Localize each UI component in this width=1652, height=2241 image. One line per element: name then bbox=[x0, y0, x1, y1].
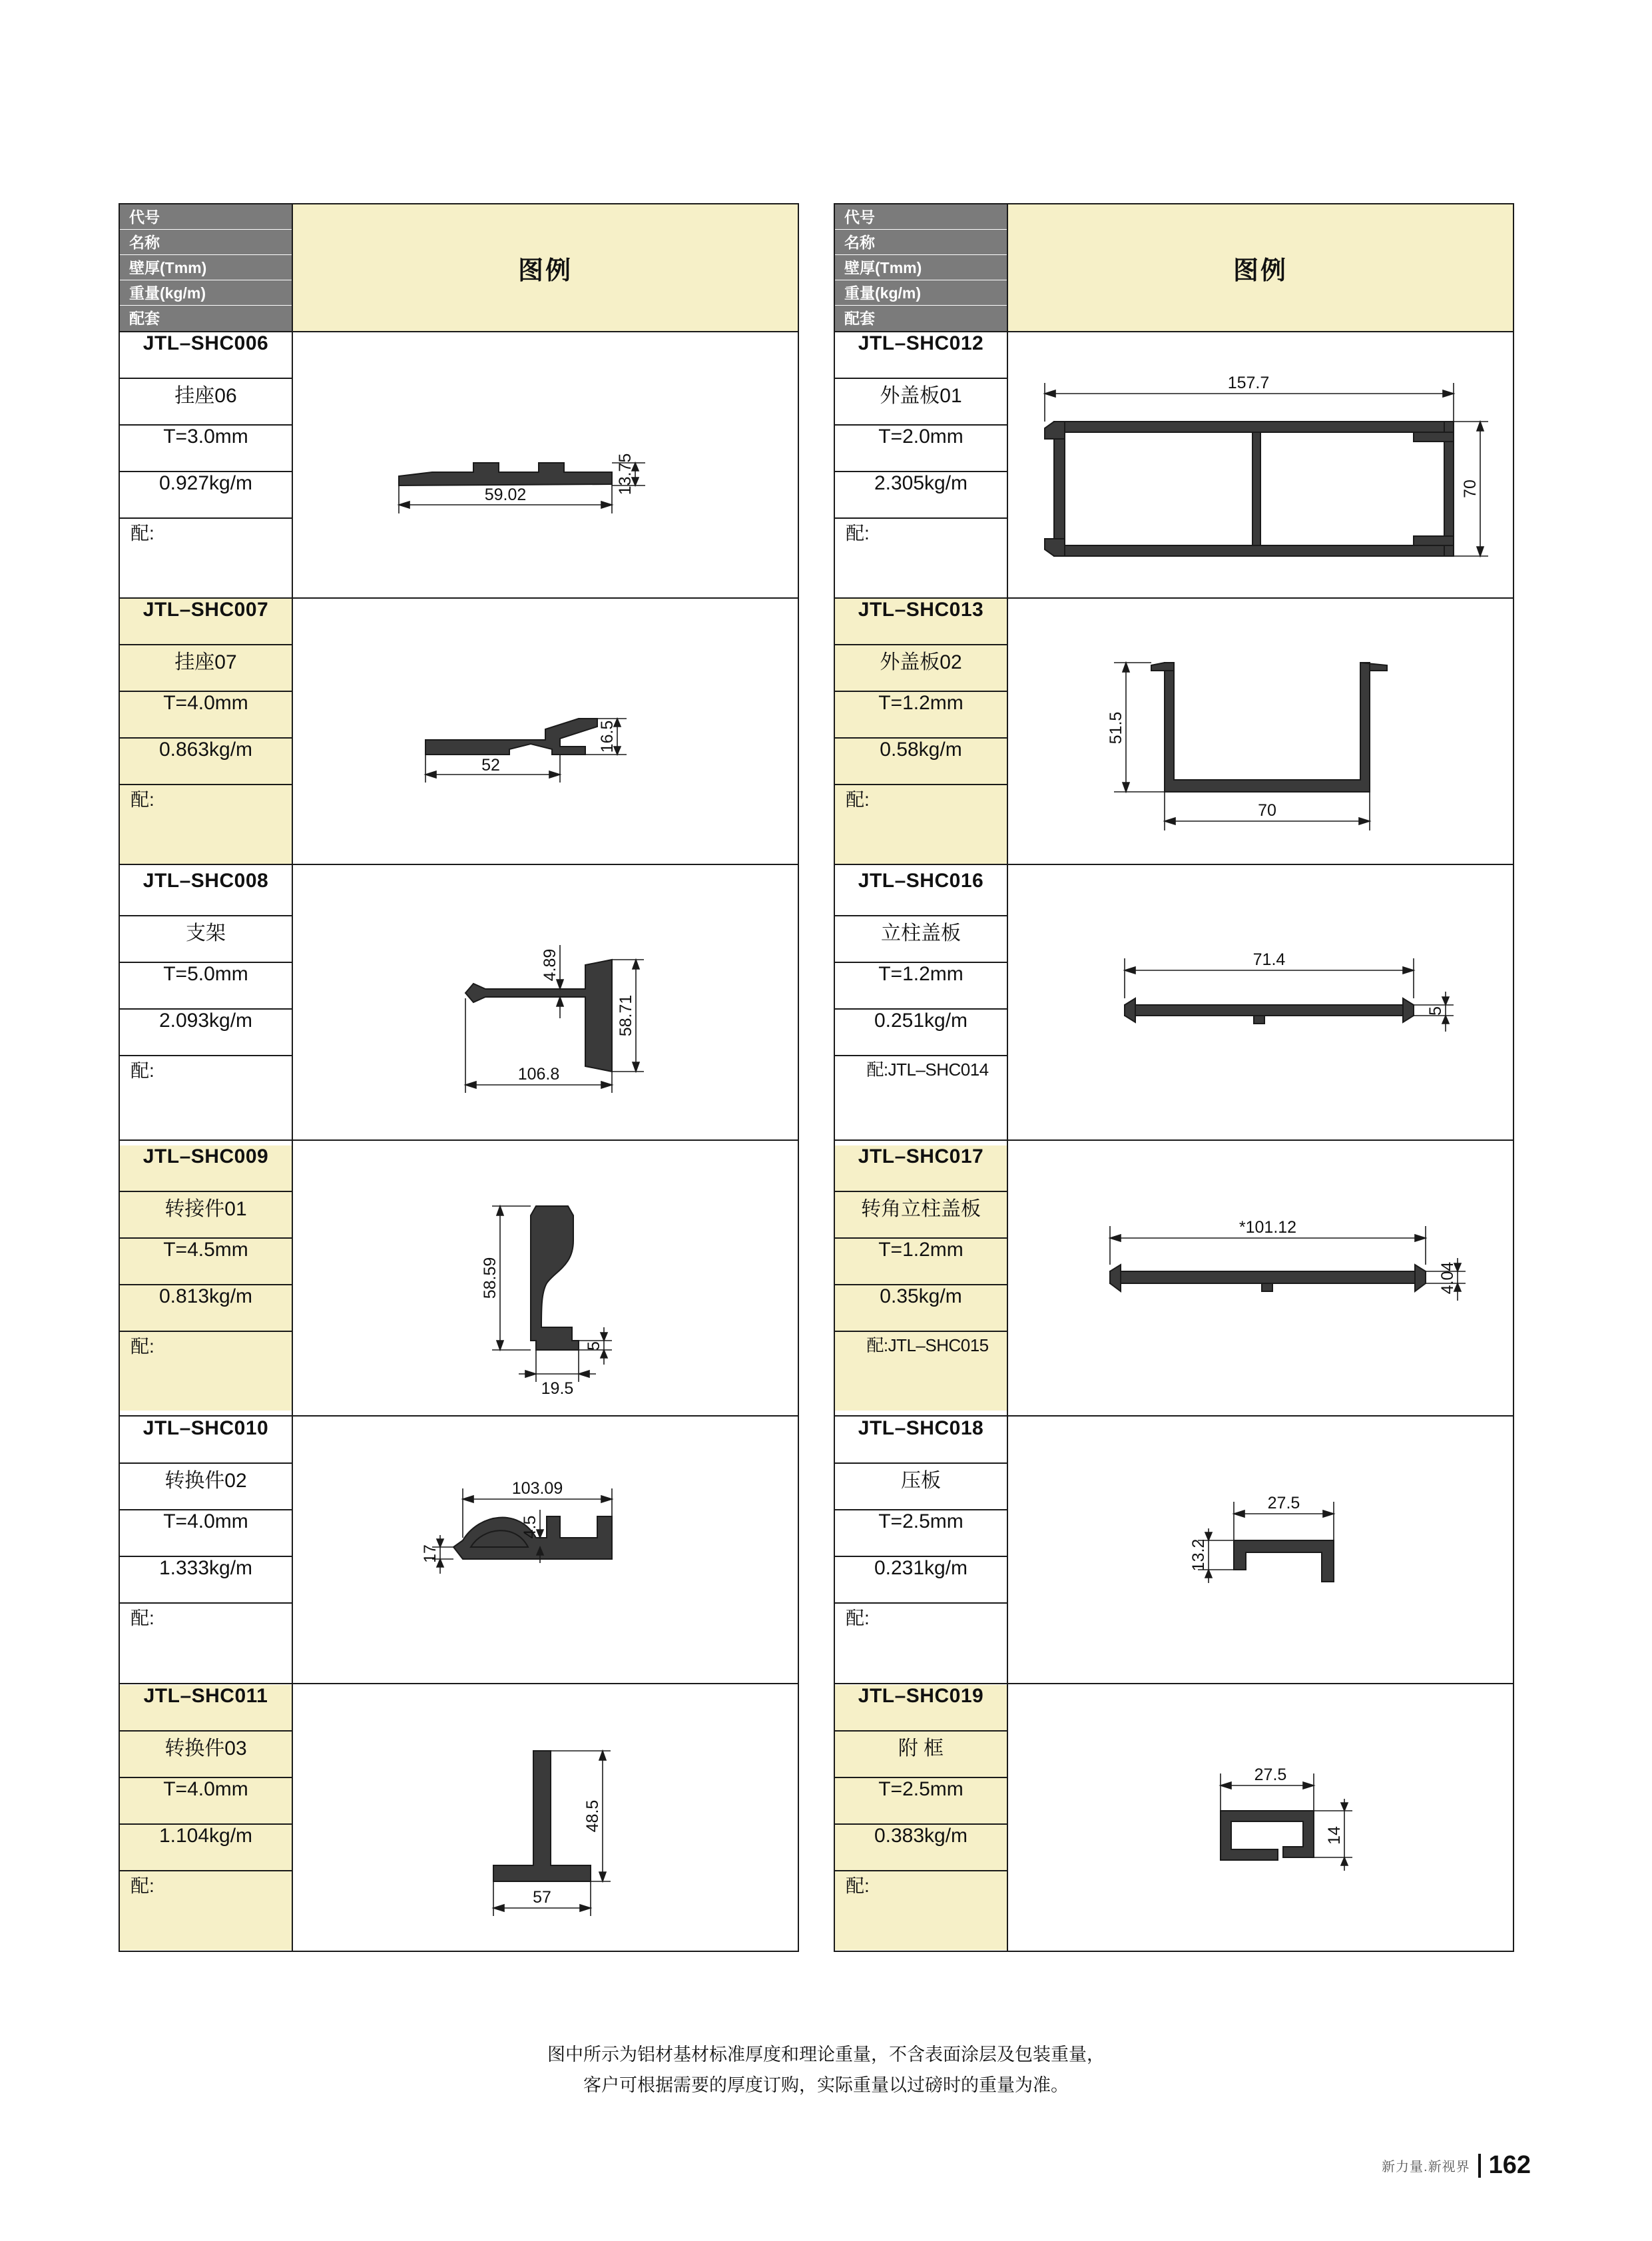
table-row bbox=[119, 1416, 798, 1684]
profile-match: 配: bbox=[120, 519, 302, 597]
header-label-match: 配套 bbox=[120, 306, 292, 331]
table-row bbox=[119, 1684, 798, 1951]
dim-label: 106.8 bbox=[517, 1065, 560, 1084]
dim-label: 70 bbox=[1461, 480, 1480, 498]
profile-weight: 1.104kg/m bbox=[120, 1825, 292, 1871]
header-label-weight: 重量(kg/m) bbox=[120, 280, 292, 306]
dim-label: 51.5 bbox=[1107, 711, 1125, 745]
table-row bbox=[119, 1140, 798, 1416]
table-row bbox=[834, 864, 1514, 1140]
profile-name: 挂座06 bbox=[120, 379, 292, 426]
profile-thickness: T=5.0mm bbox=[120, 963, 292, 1010]
profile-match: 配: bbox=[835, 1871, 1017, 1950]
table-row bbox=[834, 332, 1514, 598]
table-row bbox=[119, 598, 798, 864]
profile-code: JTL–SHC012 bbox=[835, 332, 1007, 379]
profile-thickness: T=2.5mm bbox=[835, 1510, 1007, 1557]
dim-label: 13.75 bbox=[616, 453, 635, 495]
spec-stack bbox=[834, 1140, 1007, 1416]
dim-label: 4.04 bbox=[1438, 1261, 1457, 1295]
page-number: 162 bbox=[1488, 2151, 1531, 2179]
profile-name: 附 框 bbox=[835, 1732, 1007, 1778]
header-label-name: 名称 bbox=[120, 230, 292, 255]
profile-name: 支架 bbox=[120, 916, 292, 963]
profile-thickness: T=1.2mm bbox=[835, 692, 1007, 739]
header-figure-title: 图例 bbox=[1007, 204, 1514, 332]
table-row bbox=[834, 1416, 1514, 1684]
dim-label: 57 bbox=[533, 1888, 551, 1907]
spec-stack bbox=[834, 598, 1007, 864]
dim-label: 13.2 bbox=[1189, 1538, 1208, 1572]
header-label-stack bbox=[119, 204, 292, 332]
dim-label: 58.71 bbox=[617, 994, 635, 1037]
profile-thickness: T=3.0mm bbox=[120, 426, 292, 472]
header-label-thickness: 壁厚(Tmm) bbox=[120, 255, 292, 280]
table-header-row bbox=[119, 204, 798, 332]
profile-name: 外盖板02 bbox=[835, 645, 1007, 692]
table-header-row bbox=[834, 204, 1514, 332]
profile-match: 配: bbox=[835, 519, 1017, 597]
dim-label: 70 bbox=[1258, 801, 1276, 820]
profile-match: 配: bbox=[120, 1056, 302, 1135]
footnote bbox=[0, 2039, 1652, 2100]
footnote-line-2: 客户可根据需要的厚度订购，实际重量以过磅时的重量为准。 bbox=[583, 2075, 1069, 2095]
profile-code: JTL–SHC010 bbox=[120, 1417, 292, 1464]
dim-label: 58.59 bbox=[481, 1257, 499, 1299]
profile-thickness: T=4.0mm bbox=[120, 1778, 292, 1825]
profile-match: 配: bbox=[120, 1871, 302, 1950]
table-row bbox=[834, 1140, 1514, 1416]
dim-label: 14 bbox=[1325, 1826, 1344, 1845]
figure-cell bbox=[1007, 1416, 1514, 1684]
profile-match: 配: bbox=[120, 785, 302, 864]
dim-label: 27.5 bbox=[1267, 1494, 1300, 1512]
figure-cell bbox=[1007, 598, 1514, 864]
profile-thickness: T=1.2mm bbox=[835, 1239, 1007, 1285]
profile-match: 配: bbox=[835, 785, 1017, 864]
profile-weight: 2.305kg/m bbox=[835, 472, 1007, 519]
profile-match: 配:JTL–SHC014 bbox=[835, 1056, 1013, 1135]
profile-weight: 0.35kg/m bbox=[835, 1285, 1007, 1332]
profile-code: JTL–SHC007 bbox=[120, 599, 292, 645]
profile-thickness: T=4.5mm bbox=[120, 1239, 292, 1285]
table-row bbox=[834, 1684, 1514, 1951]
profile-name: 立柱盖板 bbox=[835, 916, 1007, 963]
profile-code: JTL–SHC013 bbox=[835, 599, 1007, 645]
profile-thickness: T=4.0mm bbox=[120, 692, 292, 739]
spec-stack bbox=[834, 332, 1007, 598]
profile-weight: 0.927kg/m bbox=[120, 472, 292, 519]
header-label-code: 代号 bbox=[835, 204, 1007, 230]
profile-code: JTL–SHC011 bbox=[120, 1685, 292, 1732]
profile-name: 外盖板01 bbox=[835, 379, 1007, 426]
profile-tables bbox=[119, 203, 1514, 1952]
right-profile-table bbox=[834, 203, 1514, 1952]
profile-name: 压板 bbox=[835, 1464, 1007, 1510]
profile-weight: 0.231kg/m bbox=[835, 1557, 1007, 1604]
spec-stack bbox=[834, 1416, 1007, 1684]
profile-match: 配: bbox=[120, 1332, 302, 1411]
figure-cell bbox=[1007, 864, 1514, 1140]
profile-name: 挂座07 bbox=[120, 645, 292, 692]
profile-name: 转换件03 bbox=[120, 1732, 292, 1778]
profile-weight: 0.863kg/m bbox=[120, 739, 292, 785]
profile-thickness: T=2.5mm bbox=[835, 1778, 1007, 1825]
profile-code: JTL–SHC009 bbox=[120, 1145, 292, 1192]
profile-match: 配:JTL–SHC015 bbox=[835, 1332, 1013, 1411]
profile-name: 转换件02 bbox=[120, 1464, 292, 1510]
dim-label: 16.5 bbox=[598, 720, 617, 753]
profile-match: 配: bbox=[120, 1604, 302, 1682]
table-row bbox=[834, 598, 1514, 864]
dim-label: 5 bbox=[1426, 1006, 1445, 1016]
footnote-line-1: 图中所示为铝材基材标准厚度和理论重量，不含表面涂层及包装重量， bbox=[547, 2045, 1105, 2065]
header-label-thickness: 壁厚(Tmm) bbox=[835, 255, 1007, 280]
dim-label: 103.09 bbox=[511, 1479, 563, 1498]
dim-label: 17 bbox=[421, 1544, 439, 1563]
left-profile-table bbox=[119, 203, 799, 1952]
dim-label: 71.4 bbox=[1252, 950, 1286, 969]
header-label-code: 代号 bbox=[120, 204, 292, 230]
page-footer bbox=[1382, 2152, 1531, 2178]
spec-stack bbox=[119, 1140, 292, 1416]
table-row bbox=[119, 332, 798, 598]
header-label-weight: 重量(kg/m) bbox=[835, 280, 1007, 306]
spec-stack bbox=[119, 598, 292, 864]
footer-divider bbox=[1478, 2154, 1481, 2178]
spec-stack bbox=[119, 1684, 292, 1951]
dim-label: 27.5 bbox=[1254, 1765, 1287, 1784]
header-figure-title: 图例 bbox=[292, 204, 798, 332]
spec-stack bbox=[119, 332, 292, 598]
profile-thickness: T=1.2mm bbox=[835, 963, 1007, 1010]
table-row bbox=[119, 864, 798, 1140]
profile-code: JTL–SHC017 bbox=[835, 1145, 1007, 1192]
figure-cell bbox=[292, 332, 798, 598]
profile-weight: 0.58kg/m bbox=[835, 739, 1007, 785]
profile-weight: 0.813kg/m bbox=[120, 1285, 292, 1332]
figure-cell bbox=[292, 598, 798, 864]
header-label-match: 配套 bbox=[835, 306, 1007, 331]
profile-weight: 0.383kg/m bbox=[835, 1825, 1007, 1871]
dim-label: *101.12 bbox=[1239, 1218, 1297, 1237]
spec-stack bbox=[834, 1684, 1007, 1951]
profile-thickness: T=4.0mm bbox=[120, 1510, 292, 1557]
dim-label: 19.5 bbox=[541, 1379, 574, 1398]
dim-label: 157.7 bbox=[1227, 374, 1270, 392]
figure-cell bbox=[292, 1140, 798, 1416]
profile-name: 转接件01 bbox=[120, 1192, 292, 1239]
figure-cell bbox=[1007, 1140, 1514, 1416]
spec-stack bbox=[119, 864, 292, 1140]
dim-label: 59.02 bbox=[484, 485, 527, 504]
figure-cell bbox=[1007, 332, 1514, 598]
header-label-name: 名称 bbox=[835, 230, 1007, 255]
profile-code: JTL–SHC018 bbox=[835, 1417, 1007, 1464]
spec-stack bbox=[834, 864, 1007, 1140]
profile-thickness: T=2.0mm bbox=[835, 426, 1007, 472]
figure-cell bbox=[1007, 1684, 1514, 1951]
profile-code: JTL–SHC008 bbox=[120, 870, 292, 916]
dim-label: 52 bbox=[481, 756, 500, 775]
footer-brand: 新力量.新视界 bbox=[1382, 2160, 1470, 2174]
profile-weight: 2.093kg/m bbox=[120, 1010, 292, 1056]
dim-label: 4.5 bbox=[521, 1515, 539, 1539]
profile-weight: 0.251kg/m bbox=[835, 1010, 1007, 1056]
profile-code: JTL–SHC019 bbox=[835, 1685, 1007, 1732]
dim-label: 48.5 bbox=[583, 1799, 602, 1833]
profile-name: 转角立柱盖板 bbox=[835, 1192, 1007, 1239]
figure-cell bbox=[292, 1684, 798, 1951]
profile-code: JTL–SHC016 bbox=[835, 870, 1007, 916]
header-label-stack bbox=[834, 204, 1007, 332]
profile-weight: 1.333kg/m bbox=[120, 1557, 292, 1604]
figure-cell bbox=[292, 1416, 798, 1684]
dim-label: 4.89 bbox=[541, 948, 559, 982]
profile-match: 配: bbox=[835, 1604, 1017, 1682]
spec-stack bbox=[119, 1416, 292, 1684]
dim-label: 5 bbox=[585, 1341, 603, 1351]
figure-cell bbox=[292, 864, 798, 1140]
profile-code: JTL–SHC006 bbox=[120, 332, 292, 379]
